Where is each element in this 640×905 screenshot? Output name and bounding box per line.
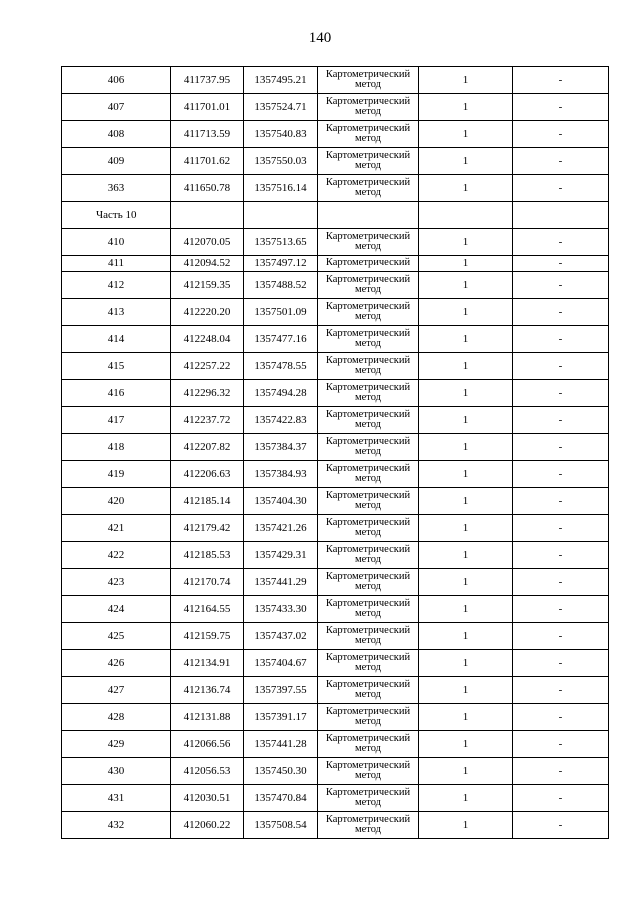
method-cell bbox=[318, 515, 419, 542]
coord-x: 412170.74 bbox=[171, 569, 244, 596]
method-cell bbox=[318, 353, 419, 380]
table-row bbox=[62, 229, 609, 256]
table-row bbox=[62, 812, 609, 839]
method-cell bbox=[318, 731, 419, 758]
accuracy-value: 1 bbox=[419, 785, 513, 812]
coord-x: 412185.14 bbox=[171, 488, 244, 515]
part-label: Часть 10 bbox=[62, 202, 171, 229]
method-cell bbox=[318, 94, 419, 121]
method-line1: Картометрический bbox=[325, 732, 411, 744]
coord-x: 412066.56 bbox=[171, 731, 244, 758]
method-cell bbox=[318, 677, 419, 704]
coord-x: 411701.62 bbox=[171, 148, 244, 175]
coord-x: 412220.20 bbox=[171, 299, 244, 326]
method-line2: метод bbox=[354, 133, 382, 144]
coord-y: 1357429.31 bbox=[244, 542, 318, 569]
table-row bbox=[62, 299, 609, 326]
method-line1: Картометрический bbox=[325, 597, 411, 609]
method-line2: метод bbox=[354, 500, 382, 511]
accuracy-value: 1 bbox=[419, 272, 513, 299]
coord-x: 411713.59 bbox=[171, 121, 244, 148]
point-number: 413 bbox=[62, 299, 171, 326]
point-number: 430 bbox=[62, 758, 171, 785]
coord-x: 411650.78 bbox=[171, 175, 244, 202]
point-number: 423 bbox=[62, 569, 171, 596]
table-row bbox=[62, 67, 609, 94]
point-number: 363 bbox=[62, 175, 171, 202]
coord-x: 412159.35 bbox=[171, 272, 244, 299]
accuracy-value: 1 bbox=[419, 731, 513, 758]
point-number: 407 bbox=[62, 94, 171, 121]
table-row bbox=[62, 94, 609, 121]
accuracy-value: 1 bbox=[419, 704, 513, 731]
table-row bbox=[62, 407, 609, 434]
method-line1: Картометрический bbox=[325, 68, 411, 80]
coord-y: 1357433.30 bbox=[244, 596, 318, 623]
empty-cell bbox=[513, 202, 609, 229]
method-cell bbox=[318, 596, 419, 623]
point-number: 432 bbox=[62, 812, 171, 839]
coord-y: 1357477.16 bbox=[244, 326, 318, 353]
description-value: - bbox=[513, 299, 609, 326]
method-line1: Картометрический bbox=[325, 516, 411, 528]
coord-y: 1357508.54 bbox=[244, 812, 318, 839]
method-line1: Картометрический bbox=[325, 230, 411, 242]
coord-x: 412164.55 bbox=[171, 596, 244, 623]
table-body-part-9 bbox=[62, 67, 609, 202]
description-value: - bbox=[513, 569, 609, 596]
accuracy-value: 1 bbox=[419, 488, 513, 515]
method-line2: метод bbox=[354, 554, 382, 565]
method-cell bbox=[318, 461, 419, 488]
method-line1: Картометрический bbox=[325, 462, 411, 474]
method-line1: Картометрический bbox=[325, 381, 411, 393]
description-value: - bbox=[513, 407, 609, 434]
coord-x: 412206.63 bbox=[171, 461, 244, 488]
point-number: 408 bbox=[62, 121, 171, 148]
description-value: - bbox=[513, 785, 609, 812]
accuracy-value: 1 bbox=[419, 229, 513, 256]
method-line2: метод bbox=[354, 581, 382, 592]
method-line2: метод bbox=[354, 716, 382, 727]
table-row bbox=[62, 677, 609, 704]
accuracy-value: 1 bbox=[419, 94, 513, 121]
description-value: - bbox=[513, 380, 609, 407]
coord-x: 412237.72 bbox=[171, 407, 244, 434]
point-number: 420 bbox=[62, 488, 171, 515]
method-line1: Картометрический bbox=[325, 813, 411, 825]
method-line1: Картометрический bbox=[325, 435, 411, 447]
empty-cell bbox=[419, 202, 513, 229]
accuracy-value: 1 bbox=[419, 758, 513, 785]
accuracy-value: 1 bbox=[419, 148, 513, 175]
empty-cell bbox=[318, 202, 419, 229]
coord-y: 1357540.83 bbox=[244, 121, 318, 148]
table-row bbox=[62, 704, 609, 731]
method-cell bbox=[318, 488, 419, 515]
point-number: 414 bbox=[62, 326, 171, 353]
method-line2: метод bbox=[354, 824, 382, 835]
method-cell bbox=[318, 434, 419, 461]
method-line2: метод bbox=[354, 311, 382, 322]
table-row bbox=[62, 569, 609, 596]
coord-y: 1357488.52 bbox=[244, 272, 318, 299]
method-cell bbox=[318, 380, 419, 407]
point-number: 415 bbox=[62, 353, 171, 380]
method-cell bbox=[318, 175, 419, 202]
description-value: - bbox=[513, 758, 609, 785]
coord-y: 1357501.09 bbox=[244, 299, 318, 326]
coord-x: 412185.53 bbox=[171, 542, 244, 569]
coord-y: 1357441.28 bbox=[244, 731, 318, 758]
point-number: 431 bbox=[62, 785, 171, 812]
coord-y: 1357470.84 bbox=[244, 785, 318, 812]
description-value: - bbox=[513, 461, 609, 488]
coord-y: 1357391.17 bbox=[244, 704, 318, 731]
method-cell bbox=[318, 569, 419, 596]
method-cell bbox=[318, 623, 419, 650]
method-cell bbox=[318, 67, 419, 94]
coord-x: 412248.04 bbox=[171, 326, 244, 353]
description-value: - bbox=[513, 229, 609, 256]
coord-y: 1357421.26 bbox=[244, 515, 318, 542]
coord-x: 412060.22 bbox=[171, 812, 244, 839]
coord-x: 412159.75 bbox=[171, 623, 244, 650]
coord-x: 412131.88 bbox=[171, 704, 244, 731]
table-row bbox=[62, 758, 609, 785]
coord-y: 1357495.21 bbox=[244, 67, 318, 94]
table-row bbox=[62, 542, 609, 569]
method-cell bbox=[318, 121, 419, 148]
point-number: 417 bbox=[62, 407, 171, 434]
method-line2: метод bbox=[354, 635, 382, 646]
accuracy-value: 1 bbox=[419, 256, 513, 272]
method-cell bbox=[318, 272, 419, 299]
method-line2: метод bbox=[354, 770, 382, 781]
table-row bbox=[62, 326, 609, 353]
accuracy-value: 1 bbox=[419, 569, 513, 596]
coord-y: 1357497.12 bbox=[244, 256, 318, 272]
coord-x: 412257.22 bbox=[171, 353, 244, 380]
table-row bbox=[62, 731, 609, 758]
description-value: - bbox=[513, 326, 609, 353]
method-line2: метод bbox=[354, 446, 382, 457]
method-cell bbox=[318, 812, 419, 839]
method-cell bbox=[318, 299, 419, 326]
accuracy-value: 1 bbox=[419, 596, 513, 623]
method-line1: Картометрический bbox=[325, 273, 411, 285]
point-number: 418 bbox=[62, 434, 171, 461]
coord-x: 412030.51 bbox=[171, 785, 244, 812]
point-number: 419 bbox=[62, 461, 171, 488]
accuracy-value: 1 bbox=[419, 542, 513, 569]
method-line2: метод bbox=[354, 689, 382, 700]
table-row bbox=[62, 353, 609, 380]
method-cell bbox=[318, 785, 419, 812]
description-value: - bbox=[513, 488, 609, 515]
description-value: - bbox=[513, 542, 609, 569]
accuracy-value: 1 bbox=[419, 353, 513, 380]
coord-x: 412056.53 bbox=[171, 758, 244, 785]
coord-y: 1357550.03 bbox=[244, 148, 318, 175]
description-value: - bbox=[513, 121, 609, 148]
method-line2: метод bbox=[354, 241, 382, 252]
description-value: - bbox=[513, 812, 609, 839]
description-value: - bbox=[513, 596, 609, 623]
description-value: - bbox=[513, 94, 609, 121]
table-row bbox=[62, 623, 609, 650]
method-line1: Картометрический bbox=[325, 149, 411, 161]
description-value: - bbox=[513, 434, 609, 461]
point-number: 409 bbox=[62, 148, 171, 175]
description-value: - bbox=[513, 515, 609, 542]
method-line2: метод bbox=[354, 662, 382, 673]
point-number: 422 bbox=[62, 542, 171, 569]
point-number: 412 bbox=[62, 272, 171, 299]
table-row bbox=[62, 256, 609, 272]
point-number: 406 bbox=[62, 67, 171, 94]
accuracy-value: 1 bbox=[419, 299, 513, 326]
method-line1: Картометрический bbox=[325, 624, 411, 636]
method-line1: Картометрический bbox=[325, 543, 411, 555]
coord-y: 1357441.29 bbox=[244, 569, 318, 596]
method-line1: Картометрический bbox=[325, 300, 411, 312]
method-line2: метод bbox=[354, 365, 382, 376]
description-value: - bbox=[513, 272, 609, 299]
coord-y: 1357437.02 bbox=[244, 623, 318, 650]
table-row bbox=[62, 272, 609, 299]
table-row bbox=[62, 148, 609, 175]
accuracy-value: 1 bbox=[419, 67, 513, 94]
method-cell bbox=[318, 704, 419, 731]
coord-y: 1357516.14 bbox=[244, 175, 318, 202]
description-value: - bbox=[513, 704, 609, 731]
coord-y: 1357478.55 bbox=[244, 353, 318, 380]
method-line1: Картометрический bbox=[325, 759, 411, 771]
point-number: 427 bbox=[62, 677, 171, 704]
part-header-row bbox=[62, 202, 609, 229]
point-number: 421 bbox=[62, 515, 171, 542]
table-row bbox=[62, 785, 609, 812]
method-line1: Картометрический bbox=[325, 408, 411, 420]
method-cell bbox=[318, 326, 419, 353]
method-cell bbox=[318, 148, 419, 175]
method-line1: Картометрический bbox=[325, 786, 411, 798]
method-cell bbox=[318, 758, 419, 785]
point-number: 428 bbox=[62, 704, 171, 731]
point-number: 411 bbox=[62, 256, 171, 272]
description-value: - bbox=[513, 175, 609, 202]
method-line2: метод bbox=[354, 473, 382, 484]
coord-x: 412179.42 bbox=[171, 515, 244, 542]
method-line1: Картометрический bbox=[325, 489, 411, 501]
accuracy-value: 1 bbox=[419, 812, 513, 839]
coord-y: 1357397.55 bbox=[244, 677, 318, 704]
method-cell bbox=[318, 229, 419, 256]
point-number: 424 bbox=[62, 596, 171, 623]
coord-x: 412134.91 bbox=[171, 650, 244, 677]
point-number: 410 bbox=[62, 229, 171, 256]
method-line2: метод bbox=[354, 79, 382, 90]
coord-x: 412070.05 bbox=[171, 229, 244, 256]
empty-cell bbox=[244, 202, 318, 229]
coord-y: 1357513.65 bbox=[244, 229, 318, 256]
accuracy-value: 1 bbox=[419, 407, 513, 434]
table-row bbox=[62, 461, 609, 488]
table-row bbox=[62, 515, 609, 542]
coord-x: 412207.82 bbox=[171, 434, 244, 461]
accuracy-value: 1 bbox=[419, 380, 513, 407]
description-value: - bbox=[513, 677, 609, 704]
accuracy-value: 1 bbox=[419, 121, 513, 148]
method-line2: метод bbox=[354, 160, 382, 171]
coord-y: 1357404.30 bbox=[244, 488, 318, 515]
method-cell bbox=[318, 407, 419, 434]
coord-y: 1357450.30 bbox=[244, 758, 318, 785]
description-value: - bbox=[513, 731, 609, 758]
description-value: - bbox=[513, 67, 609, 94]
page-number: 140 bbox=[308, 30, 332, 46]
method-line1: Картометрический bbox=[325, 95, 411, 107]
method-line2: метод bbox=[354, 608, 382, 619]
method-line1: Картометрический bbox=[325, 257, 411, 269]
table-row bbox=[62, 596, 609, 623]
table-body-part-10 bbox=[62, 272, 609, 839]
method-cell bbox=[318, 650, 419, 677]
table-row bbox=[62, 488, 609, 515]
coord-x: 412094.52 bbox=[171, 256, 244, 272]
coord-y: 1357384.93 bbox=[244, 461, 318, 488]
method-cell bbox=[318, 542, 419, 569]
description-value: - bbox=[513, 148, 609, 175]
accuracy-value: 1 bbox=[419, 515, 513, 542]
coordinates-table bbox=[61, 66, 609, 839]
method-line2: метод bbox=[354, 187, 382, 198]
method-line1: Картометрический bbox=[325, 354, 411, 366]
coord-y: 1357524.71 bbox=[244, 94, 318, 121]
method-line2: метод bbox=[354, 797, 382, 808]
method-line2: метод bbox=[354, 743, 382, 754]
empty-cell bbox=[171, 202, 244, 229]
table-body-part-header bbox=[62, 202, 609, 272]
method-line1: Картометрический bbox=[325, 122, 411, 134]
accuracy-value: 1 bbox=[419, 461, 513, 488]
coord-x: 411701.01 bbox=[171, 94, 244, 121]
method-line2: метод bbox=[354, 106, 382, 117]
table-row bbox=[62, 175, 609, 202]
coord-y: 1357404.67 bbox=[244, 650, 318, 677]
description-value: - bbox=[513, 650, 609, 677]
coord-x: 412136.74 bbox=[171, 677, 244, 704]
method-line1: Картометрический bbox=[325, 678, 411, 690]
description-value: - bbox=[513, 256, 609, 272]
description-value: - bbox=[513, 623, 609, 650]
method-line2: метод bbox=[354, 284, 382, 295]
point-number: 426 bbox=[62, 650, 171, 677]
description-value: - bbox=[513, 353, 609, 380]
method-cell bbox=[318, 256, 419, 272]
method-line2: метод bbox=[354, 527, 382, 538]
accuracy-value: 1 bbox=[419, 650, 513, 677]
method-line1: Картометрический bbox=[325, 651, 411, 663]
method-line1: Картометрический bbox=[325, 327, 411, 339]
accuracy-value: 1 bbox=[419, 623, 513, 650]
method-line2: метод bbox=[354, 419, 382, 430]
coord-y: 1357384.37 bbox=[244, 434, 318, 461]
method-line2: метод bbox=[354, 392, 382, 403]
point-number: 425 bbox=[62, 623, 171, 650]
table-row bbox=[62, 380, 609, 407]
coord-x: 412296.32 bbox=[171, 380, 244, 407]
point-number: 416 bbox=[62, 380, 171, 407]
accuracy-value: 1 bbox=[419, 434, 513, 461]
method-line2: метод bbox=[354, 338, 382, 349]
coord-x: 411737.95 bbox=[171, 67, 244, 94]
coord-y: 1357494.28 bbox=[244, 380, 318, 407]
table-row bbox=[62, 121, 609, 148]
table-row bbox=[62, 434, 609, 461]
accuracy-value: 1 bbox=[419, 175, 513, 202]
point-number: 429 bbox=[62, 731, 171, 758]
coord-y: 1357422.83 bbox=[244, 407, 318, 434]
method-line1: Картометрический bbox=[325, 176, 411, 188]
accuracy-value: 1 bbox=[419, 326, 513, 353]
accuracy-value: 1 bbox=[419, 677, 513, 704]
method-line1: Картометрический bbox=[325, 570, 411, 582]
method-line1: Картометрический bbox=[325, 705, 411, 717]
table-row bbox=[62, 650, 609, 677]
